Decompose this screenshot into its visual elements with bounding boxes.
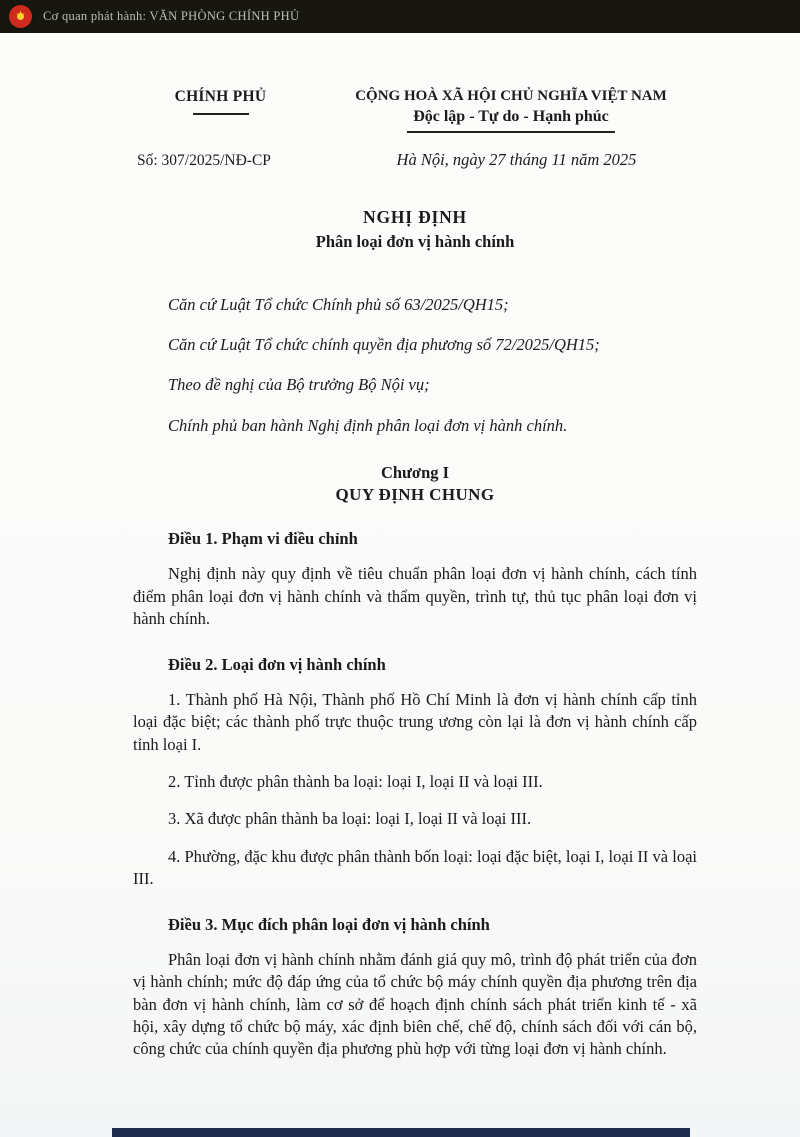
issuer-block [133, 88, 308, 133]
article-heading: Điều 2. Loại đơn vị hành chính [168, 654, 386, 674]
national-motto-line2: Độc lập - Tự do - Hạnh phúc [413, 108, 609, 125]
footer-banner-strip [112, 1128, 690, 1137]
document-header-row2 [133, 150, 697, 170]
article-paragraph: 2. Tỉnh được phân thành ba loại: loại I, loại II và loại III. [168, 771, 543, 791]
document-title: NGHỊ ĐỊNH [363, 206, 467, 227]
place-date-line: Hà Nội, ngày 27 tháng 11 năm 2025 [396, 149, 637, 169]
preamble [133, 294, 697, 437]
publisher-topbar [0, 0, 800, 33]
scanned-document-page [0, 33, 800, 1137]
motto-underline [407, 131, 615, 133]
star-icon: ★ [15, 9, 26, 22]
article-paragraph: 4. Phường, đặc khu được phân thành bốn loại: loại đặc biệt, loại I, loại II và loại III. [133, 846, 697, 889]
article-3 [133, 915, 697, 1061]
publisher-label: Cơ quan phát hành: VĂN PHÒNG CHÍNH PHỦ [43, 9, 300, 23]
national-motto-line1: CỘNG HOÀ XÃ HỘI CHỦ NGHĨA VIỆT NAM [355, 88, 667, 104]
preamble-line: Chính phủ ban hành Nghị định phân loại đơn vị hành chính. [168, 415, 568, 435]
document-header [133, 88, 697, 133]
article-1 [133, 529, 697, 630]
title-block [133, 207, 697, 252]
chapter-title: QUY ĐỊNH CHUNG [335, 485, 495, 505]
preamble-line: Theo đề nghị của Bộ trưởng Bộ Nội vụ; [168, 375, 430, 395]
article-paragraph: Phân loại đơn vị hành chính nhằm đánh giá quy mô, trình độ phát triển của đơn vị hành chính; mức độ đáp ứng của tổ chức bộ máy chính quyền địa phương trên địa bàn đơn vị hành chính, làm cơ sở để hoạch định chính sách phát triển kinh tế - xã hội, xây dựng tổ chức bộ máy, xác định biên chế, chế độ, chính sách đối với cán bộ, công chức của chính quyền địa phương phù hợp với từng loại đơn vị hành chính. [133, 949, 697, 1059]
issuer-name: CHÍNH PHỦ [174, 88, 267, 105]
chapter-heading [133, 463, 697, 505]
issuer-underline [193, 113, 249, 115]
article-paragraph: 1. Thành phố Hà Nội, Thành phố Hồ Chí Minh là đơn vị hành chính cấp tỉnh loại đặc biệt; các thành phố trực thuộc trung ương còn lại là đơn vị hành chính cấp tỉnh loại I. [133, 689, 697, 754]
national-emblem-icon [9, 5, 32, 28]
document-content [0, 33, 800, 1061]
preamble-line: Căn cứ Luật Tổ chức chính quyền địa phương số 72/2025/QH15; [168, 335, 600, 355]
chapter-number: Chương I [380, 463, 450, 483]
document-subtitle: Phân loại đơn vị hành chính [315, 231, 515, 251]
article-2 [133, 655, 697, 891]
document-number: Số: 307/2025/NĐ-CP [137, 151, 271, 169]
motto-block [325, 88, 697, 133]
article-paragraph: 3. Xã được phân thành ba loại: loại I, loại II và loại III. [168, 809, 532, 829]
article-heading: Điều 3. Mục đích phân loại đơn vị hành chính [168, 914, 490, 934]
article-heading: Điều 1. Phạm vi điều chỉnh [168, 529, 358, 549]
article-paragraph: Nghị định này quy định về tiêu chuẩn phân loại đơn vị hành chính, cách tính điểm phân loại đơn vị hành chính và thẩm quyền, trình tự, thủ tục phân loại đơn vị hành chính. [133, 564, 697, 629]
preamble-line: Căn cứ Luật Tổ chức Chính phủ số 63/2025/QH15; [168, 294, 509, 314]
